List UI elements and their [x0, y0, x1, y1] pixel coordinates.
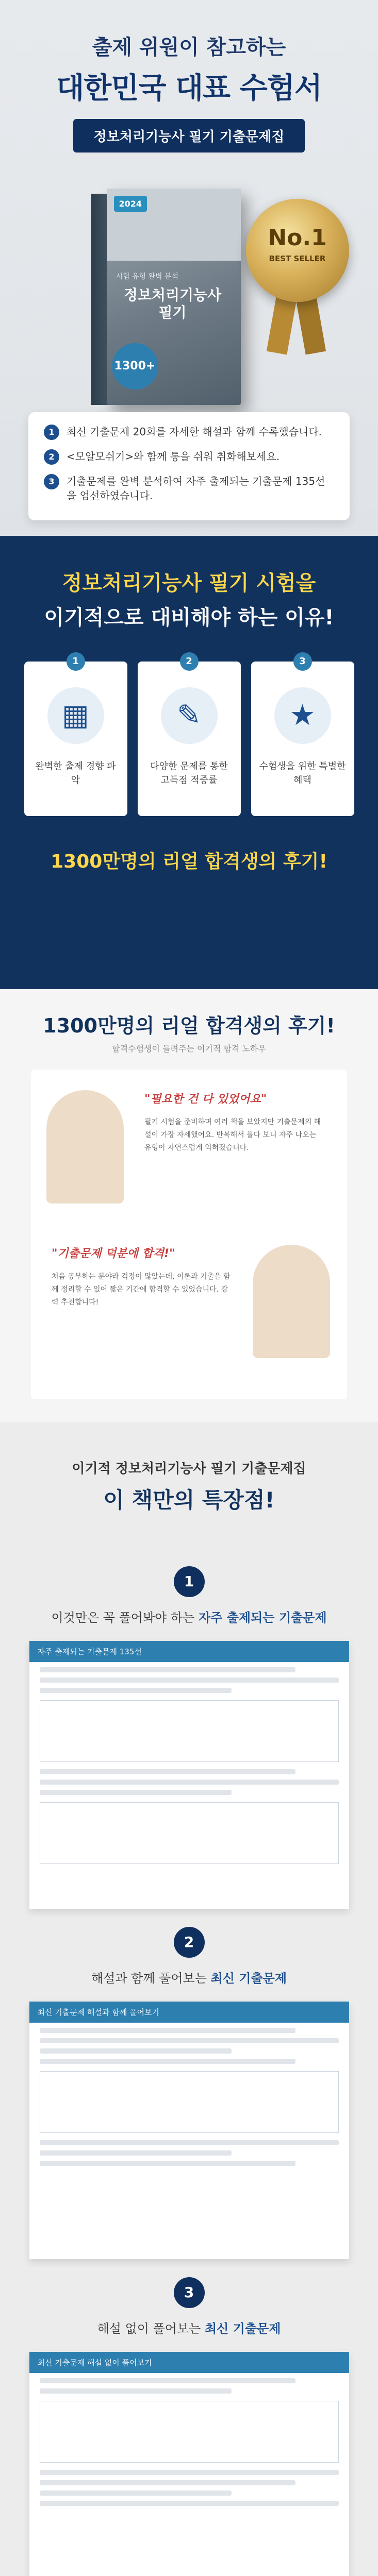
text-line [40, 2038, 339, 2043]
reasons-title-line1: 정보처리기능사 필기 시험을 [62, 571, 316, 595]
feature-page-preview [29, 1641, 349, 1909]
features-lead: 이기적 정보처리기능사 필기 기출문제집 [72, 1461, 306, 1477]
feature-caption [0, 1968, 378, 1986]
feature-caption-text: 해설과 함께 풀어보는 [91, 1971, 207, 1986]
features-header [0, 1422, 378, 1556]
review-section [0, 989, 378, 1422]
feature-caption-bold: 최신 기출문제 [210, 1971, 287, 1986]
text-line [40, 2161, 295, 2166]
text-line [40, 2501, 339, 2506]
hero-point [44, 449, 334, 465]
reviews-teaser: 1300만명의 리얼 합격생의 후기! [51, 851, 327, 872]
feature-caption [0, 2318, 378, 2336]
diagram-box [40, 2071, 339, 2133]
book-year-badge: 2024 [114, 196, 147, 212]
text-line [40, 1677, 339, 1683]
feature-number: 1 [174, 1566, 205, 1597]
point-number: 3 [44, 474, 59, 489]
review-subtitle: 합격수험생이 들려주는 이기적 합격 노하우 [112, 1044, 266, 1054]
preview-header: 최신 기출문제 해설 없이 풀어보기 [29, 2352, 349, 2373]
text-line [40, 2028, 295, 2033]
reason-number: 1 [67, 652, 85, 671]
reasons-title-line2: 이기적으로 대비해야 하는 이유! [44, 606, 334, 630]
feature-block [0, 2267, 378, 2576]
hero-points-card [28, 412, 350, 520]
point-text: <모알모쉬기>와 함께 통을 쉬워 취화해보세요. [67, 450, 280, 463]
feature-page-preview [29, 2002, 349, 2259]
preview-header: 자주 출제되는 기출문제 135선 [29, 1641, 349, 1662]
feature-page-preview [29, 2352, 349, 2576]
feature-caption-text: 이것만은 꼭 풀어봐야 하는 [51, 1611, 195, 1625]
reasons-section [0, 536, 378, 989]
book-title: 정보처리기능사 필기 [123, 286, 222, 321]
reason-card [251, 656, 354, 816]
reason-label: 완벽한 출제 경향 파악 [35, 761, 116, 786]
book-cover [107, 189, 241, 405]
reason-number: 3 [293, 652, 312, 671]
analysis-icon: ▦ [47, 687, 104, 744]
feature-caption-text: 해설 없이 풀어보는 [97, 2321, 201, 2336]
book-subtitle: 시험 유형 완벽 분석 [116, 273, 179, 281]
feature-number: 2 [174, 1927, 205, 1958]
text-line [40, 2490, 232, 2496]
preview-header: 최신 기출문제 해설과 함께 풀어보기 [29, 2002, 349, 2023]
text-line [40, 2140, 339, 2145]
text-line [40, 1688, 232, 1693]
text-line [40, 1790, 232, 1795]
review-card [31, 1070, 347, 1399]
reason-card [24, 656, 127, 816]
hero-point [44, 474, 334, 503]
point-text: 기출문제를 완벽 분석하여 자주 출제되는 기출문제 135선을 엄선하였습니다. [67, 475, 325, 502]
hero-subtitle-pill: 정보처리기능사 필기 기출문제집 [73, 119, 305, 152]
hero-point [44, 425, 334, 440]
reasons-cards [0, 656, 378, 816]
bestseller-medal-icon [246, 199, 349, 302]
text-line [40, 1780, 339, 1785]
diagram-box [40, 1700, 339, 1762]
medal-rank: No.1 [268, 225, 327, 251]
hero-section [0, 0, 378, 536]
text-line [40, 2059, 295, 2064]
text-line [40, 2388, 232, 2394]
star-icon: ★ [274, 687, 331, 744]
feature-block [0, 1556, 378, 1917]
feature-caption-bold: 자주 출제되는 기출문제 [199, 1611, 327, 1625]
review-paragraph: 필기 시험을 준비하며 여러 책을 보았지만 기출문제의 해설이 가장 자세했어요. 반복해서 풀다 보니 자주 나오는 유형이 자연스럽게 익혀졌습니다. [144, 1118, 321, 1153]
text-line [40, 1769, 295, 1774]
feature-caption [0, 1607, 378, 1625]
point-number: 2 [44, 449, 59, 465]
book-sticker: 1300+ [112, 343, 158, 389]
medal-label: BEST SELLER [269, 254, 326, 263]
feature-block [0, 1917, 378, 2267]
reason-number: 2 [180, 652, 199, 671]
text-line [40, 2150, 232, 2156]
text-line [40, 2378, 295, 2383]
feature-number: 3 [174, 2277, 205, 2308]
pencil-icon: ✎ [161, 687, 218, 744]
text-line [40, 2048, 232, 2054]
reason-label: 수험생을 위한 특별한 혜택 [259, 761, 346, 786]
text-line [40, 2480, 295, 2485]
review-quote: "기출문제 덕분에 합격!" [52, 1247, 175, 1260]
review-paragraph: 처음 공부하는 분야라 걱정이 많았는데, 이론과 기출을 함께 정리할 수 있어 짧은 기간에 합격할 수 있었습니다. 강력 추천합니다! [52, 1273, 231, 1307]
diagram-box [40, 2401, 339, 2463]
hero-headline-main: 대한민국 대표 수험서 [56, 72, 322, 105]
reason-label: 다양한 문제를 통한 고득점 적중률 [150, 761, 228, 786]
diagram-box [40, 1802, 339, 1864]
text-line [40, 2470, 339, 2475]
feature-caption-bold: 최신 기출문제 [204, 2321, 281, 2336]
reviewer-avatar [46, 1090, 124, 1204]
text-line [40, 1667, 295, 1672]
point-number: 1 [44, 425, 59, 440]
review-quote: "필요한 건 다 있었어요" [144, 1093, 267, 1106]
features-title: 이 책만의 특장점! [103, 1487, 275, 1513]
reviewer-avatar [253, 1245, 330, 1358]
reason-card [138, 656, 241, 816]
review-headline: 1300만명의 리얼 합격생의 후기! [43, 1014, 335, 1037]
point-text: 최신 기출문제 20회를 자세한 해설과 함께 수록했습니다. [67, 426, 322, 438]
hero-headline-top: 출제 위원이 참고하는 [92, 36, 286, 59]
